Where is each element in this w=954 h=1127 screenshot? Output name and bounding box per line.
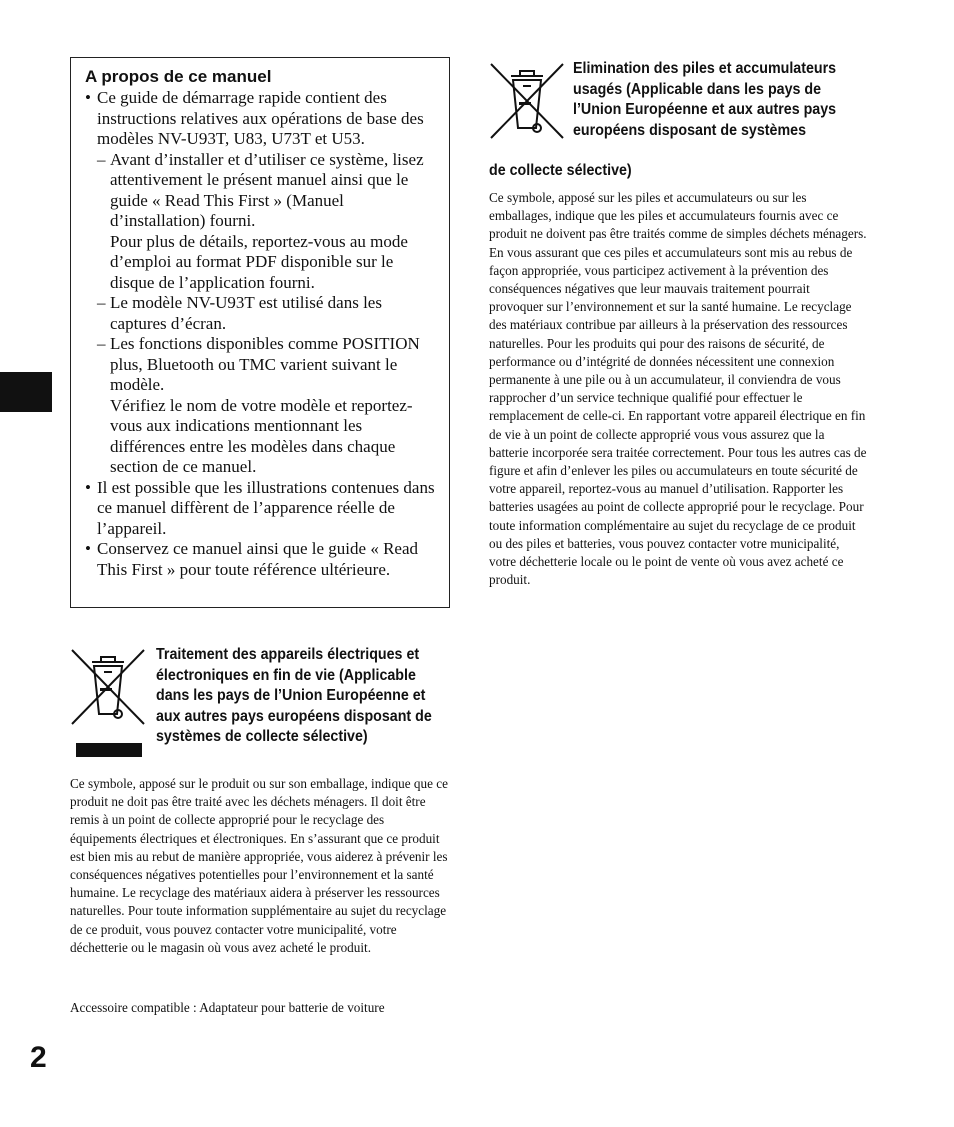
crossed-out-wheeled-bin-icon	[70, 648, 146, 726]
sub-item-text: – Le modèle NV-U93T est utilisé dans les captures d’écran.	[110, 293, 382, 333]
sub-item-text: Vérifiez le nom de votre modèle et reportez-vous aux indications mentionnant les différences entre les modèles dans chaque section de ce manuel.	[110, 395, 413, 476]
chapter-tab-marker	[0, 372, 52, 412]
sub-item-text: – Les fonctions disponibles comme POSITION plus, Bluetooth ou TMC varient suivant le modèle.	[110, 334, 420, 394]
bullet-text: • Conservez ce manuel ainsi que le guide « Read This First » pour toute référence ultérieure.	[97, 539, 418, 579]
accessory-note: Accessoire compatible : Adaptateur pour batterie de voiture	[70, 1000, 385, 1015]
page-number: 2	[30, 1041, 47, 1074]
battery-heading: Elimination des piles et accumulateurs usagés (Applicable dans les pays de l’Union Européenne et aux autres pays européens disposant de systèmes	[573, 60, 837, 139]
sub-list-item	[97, 293, 439, 334]
weee-body-text: Ce symbole, apposé sur le produit ou sur son emballage, indique que ce produit ne doit pas être traité avec les déchets ménagers. Il doit être remis à un point de collecte approprié pour le recyclage des équipements électriques et électroniques. En s’assurant que ce produit est bien mis au rebut de manière appropriée, vous aiderez à prévenir les conséquences négatives potentielles pour l’environnement et la santé humaine. Le recyclage des matériaux aidera à préserver les ressources naturelles. Pour toute information supplémentaire au sujet du recyclage de ce produit, vous pouvez contacter votre municipalité, votre déchetterie ou le magasin où vous avez acheté le produit.	[70, 776, 448, 955]
list-item	[85, 88, 439, 478]
sub-item-text: Pour plus de détails, reportez-vous au mode d’emploi au format PDF disponible sur le disque de l’application fourni.	[110, 231, 408, 292]
bullet-text: • Il est possible que les illustrations contenues dans ce manuel diffèrent de l’apparence réelle de l’appareil.	[97, 477, 435, 538]
about-manual-box	[70, 57, 450, 608]
list-item	[85, 478, 439, 540]
weee-separate-collection-bar	[76, 743, 142, 757]
sub-list-item	[97, 150, 439, 294]
weee-heading: Traitement des appareils électriques et électroniques en fin de vie (Applicable dans les pays de l’Union Européenne et aux autres pays européens disposant de systèmes de collecte sélective)	[156, 646, 432, 745]
about-manual-title: A propos de ce manuel	[85, 67, 272, 86]
battery-body-text: Ce symbole, apposé sur les piles et accumulateurs ou sur les emballages, indique que les piles et accumulateurs fournis avec ce produit ne doivent pas être traités comme de simples déchets ménagers. En vous assurant que ces piles et accumulateurs sont mis au rebus de façon appropriée, vous participez activement à la prévention des conséquences négatives que leur mauvais traitement pourrait provoquer sur l’environnement et sur la santé humaine. Le recyclage des matériaux contribue par ailleurs à la préservation des ressources naturelles. Pour les produits qui pour des raisons de sécurité, de performance ou d’intégrité de données nécessitent une connexion permanente à une pile ou à un accumulateur, il conviendra de vous rapprocher d’un service technique qualifié pour effectuer le remplacement de celle-ci. En rapportant votre appareil électrique en fin de vie à un point de collecte approprié vous vous assurez que la batterie incorporée sera traitée correctement. Pour tous les autres cas de figure et afin d’enlever les piles ou accumulateurs en toute sécurité de votre appareil, reportez-vous au manuel d’utilisation. Rapporter les batteries usagées au point de collecte approprié pour le recyclage. Pour toute information complémentaire au sujet du recyclage de ce produit ou des piles et batteries, vous pouvez contacter votre municipalité, votre déchetterie locale ou le point de vente où vous avez acheté ce produit.	[489, 190, 867, 588]
sub-list-item	[97, 334, 439, 478]
list-item	[85, 539, 439, 580]
about-manual-list	[85, 88, 439, 580]
battery-heading-continued: de collecte sélective)	[489, 162, 632, 179]
sub-list	[97, 150, 439, 478]
bullet-text: • Ce guide de démarrage rapide contient des instructions relatives aux opérations de base des modèles NV-U93T, U83, U73T et U53.	[97, 88, 424, 148]
crossed-out-wheeled-bin-icon	[489, 62, 565, 140]
sub-item-text: – Avant d’installer et d’utiliser ce système, lisez attentivement le présent manuel ainsi que le guide « Read This First » (Manuel d’installation) fourni.	[110, 149, 424, 230]
